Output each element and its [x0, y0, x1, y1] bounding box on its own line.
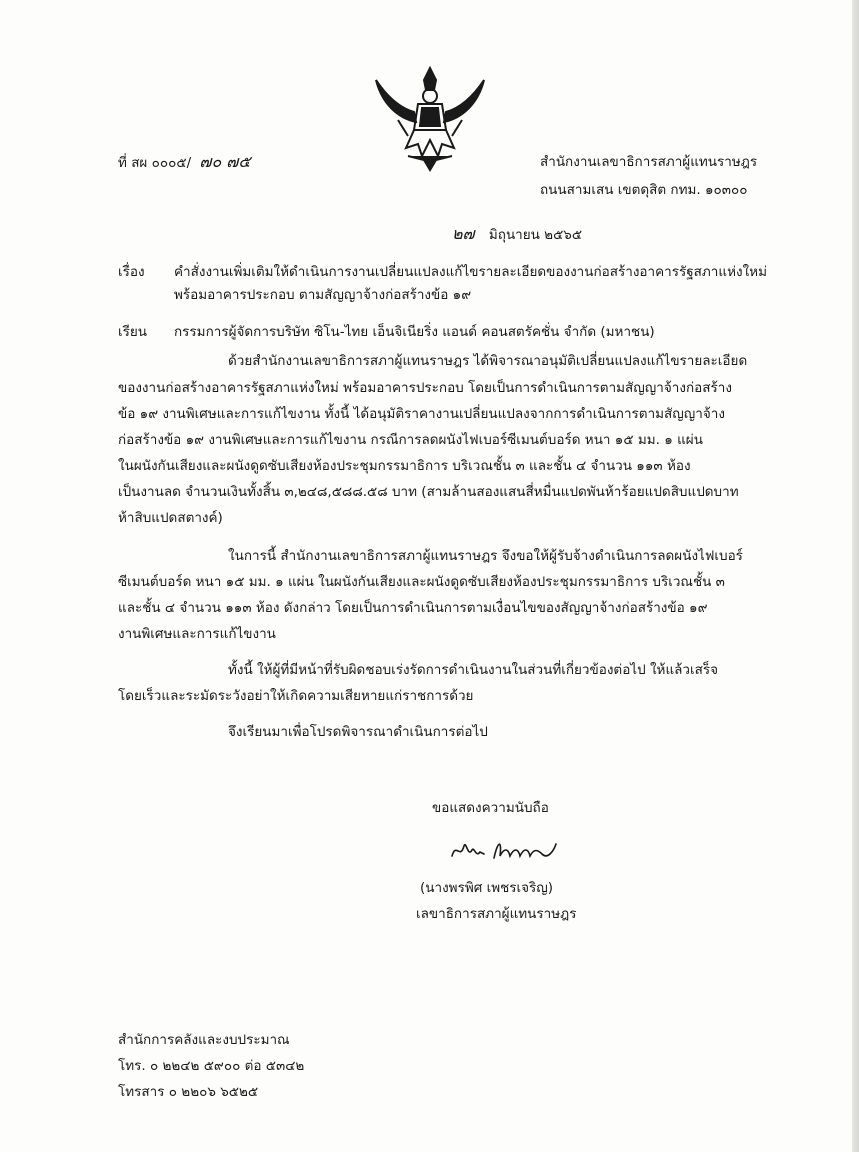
footer-phone: โทร. ๐ ๒๒๔๒ ๕๙๐๐ ต่อ ๕๓๔๒: [118, 1058, 305, 1074]
paragraph-3-line: โดยเร็วและระมัดระวังอย่าให้เกิดความเสียหายแก่ราชการด้วย: [118, 688, 474, 704]
date-day-handwritten: ๒๗: [452, 224, 475, 243]
paragraph-1-line: ข้อ ๑๙ งานพิเศษและการแก้ไขงาน ทั้งนี้ ได้อนุมัติราคางานเปลี่ยนแปลงจากการดำเนินการตามสัญญาจ้าง: [118, 406, 725, 422]
signer-name: (นางพรพิศ เพชรเจริญ): [420, 880, 554, 896]
paragraph-1-line: ด้วยสำนักงานเลขาธิการสภาผู้แทนราษฎร ได้พิจารณาอนุมัติเปลี่ยนแปลงแก้ไขรายละเอียด: [228, 353, 748, 369]
office-name: สำนักงานเลขาธิการสภาผู้แทนราษฎร: [540, 154, 758, 170]
paragraph-4: จึงเรียนมาเพื่อโปรดพิจารณาดำเนินการต่อไป: [228, 724, 488, 740]
paragraph-1-line: ในผนังกันเสียงและผนังดูดซับเสียงห้องประชุมกรรมาธิการ บริเวณชั้น ๓ และชั้น ๔ จำนวน ๑๑๓ ห้อง: [118, 458, 691, 474]
signature-mark: [448, 836, 560, 866]
paragraph-1-line: ก่อสร้างข้อ ๑๙ งานพิเศษและการแก้ไขงาน กรณีการลดผนังไฟเบอร์ซีเมนต์บอร์ด หนา ๑๕ มม. ๑ แผ่น: [118, 432, 703, 448]
document-number-printed: ที่ สผ ๐๐๐๕/: [118, 155, 192, 171]
subject-line-2: พร้อมอาคารประกอบ ตามสัญญาจ้างก่อสร้างข้อ ๑๙: [174, 287, 472, 303]
document-number-handwritten: ๗๐ ๗๕: [199, 152, 251, 171]
recipient-label: เรียน: [118, 324, 148, 340]
signer-title: เลขาธิการสภาผู้แทนราษฎร: [416, 906, 577, 922]
page-edge: [852, 0, 859, 1152]
closing-salutation: ขอแสดงความนับถือ: [432, 800, 549, 816]
subject-label: เรื่อง: [118, 264, 145, 280]
paragraph-2-line: และชั้น ๔ จำนวน ๑๑๓ ห้อง ดังกล่าว โดยเป็นการดำเนินการตามเงื่อนไขของสัญญาจ้างก่อสร้างข้อ ๑๙: [118, 600, 708, 616]
footer-fax: โทรสาร ๐ ๒๒๐๖ ๖๕๒๕: [118, 1084, 259, 1100]
document-number: [118, 152, 250, 173]
footer-department: สำนักการคลังและงบประมาณ: [118, 1032, 290, 1048]
paragraph-1-line: ห้าสิบแปดสตางค์): [118, 510, 223, 526]
subject-line-1: คำสั่งงานเพิ่มเติมให้ดำเนินการงานเปลี่ยนแปลงแก้ไขรายละเอียดของงานก่อสร้างอาคารรัฐสภาแห่งใหม่: [174, 264, 767, 280]
paragraph-1-line: ของงานก่อสร้างอาคารรัฐสภาแห่งใหม่ พร้อมอาคารประกอบ โดยเป็นการดำเนินการตามสัญญาจ้างก่อสร้าง: [118, 380, 732, 396]
paragraph-1-line: เป็นงานลด จำนวนเงินทั้งสิ้น ๓,๒๔๘,๕๘๘.๕๘ บาท (สามล้านสองแสนสี่หมื่นแปดพันห้าร้อยแปดสิบแปดบาท: [118, 484, 739, 500]
garuda-emblem-icon: [368, 60, 492, 172]
letter-date: [452, 224, 582, 245]
recipient-text: กรรมการผู้จัดการบริษัท ซิโน-ไทย เอ็นจิเนียริ่ง แอนด์ คอนสตรัคชั่น จำกัด (มหาชน): [174, 324, 655, 340]
date-month-year: มิถุนายน ๒๕๖๕: [488, 227, 583, 243]
office-address: ถนนสามเสน เขตดุสิต กทม. ๑๐๓๐๐: [540, 182, 748, 198]
paragraph-2-line: ในการนี้ สำนักงานเลขาธิการสภาผู้แทนราษฎร จึงขอให้ผู้รับจ้างดำเนินการลดผนังไฟเบอร์: [228, 548, 743, 564]
paragraph-2-line: งานพิเศษและการแก้ไขงาน: [118, 626, 276, 642]
paragraph-2-line: ซีเมนต์บอร์ด หนา ๑๕ มม. ๑ แผ่น ในผนังกันเสียงและผนังดูดซับเสียงห้องประชุมกรรมาธิการ บริเวณชั้น ๓: [118, 574, 725, 590]
paragraph-3-line: ทั้งนี้ ให้ผู้ที่มีหน้าที่รับผิดชอบเร่งรัดการดำเนินงานในส่วนที่เกี่ยวข้องต่อไป ให้แล้วเสร็จ: [228, 662, 719, 678]
